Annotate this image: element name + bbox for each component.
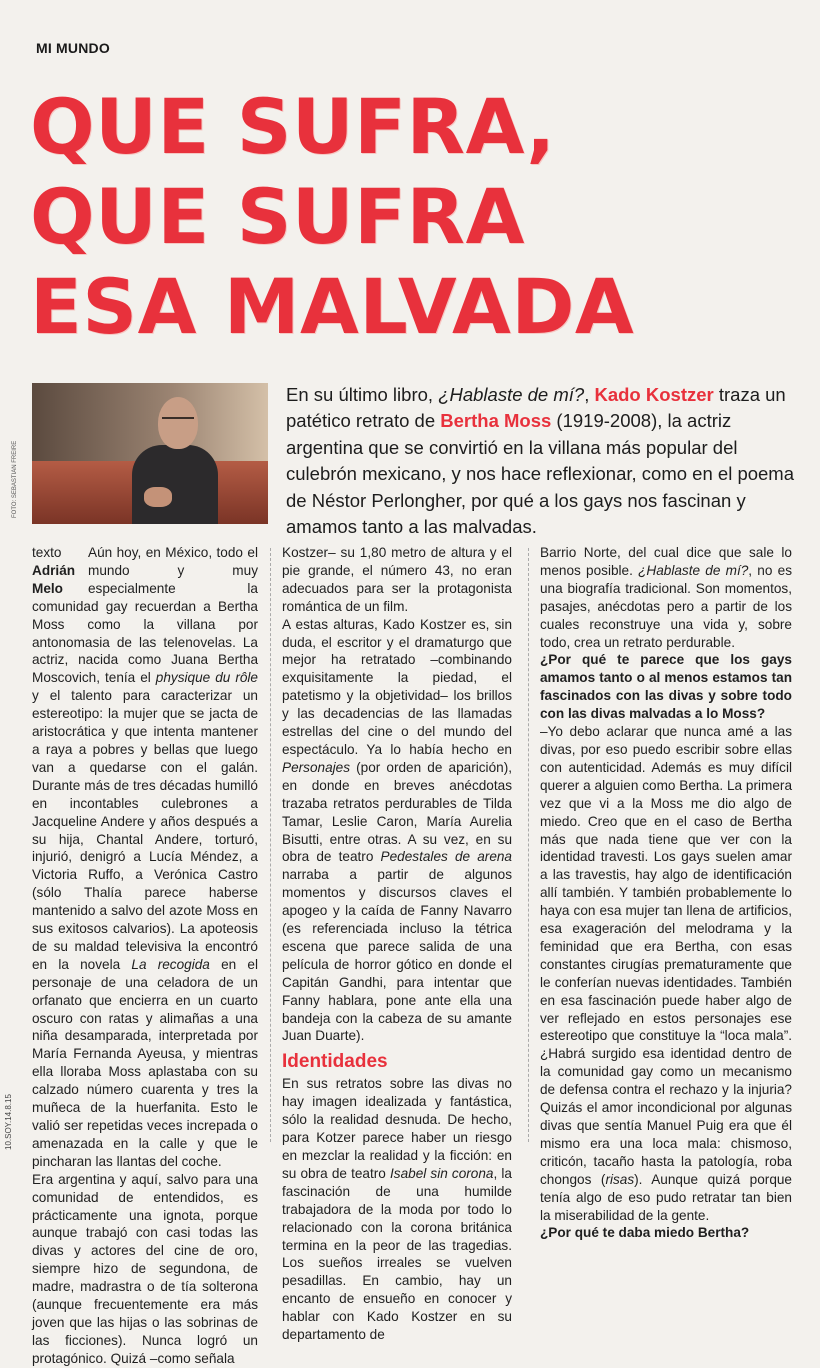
interview-answer-1 <box>540 723 792 1224</box>
column-1 <box>32 544 258 1368</box>
lead-text-1: En su último libro, <box>286 384 439 405</box>
byline-author: Adrián Melo <box>32 562 76 596</box>
col1-paragraph-1 <box>32 544 258 1171</box>
column-2 <box>282 544 512 1344</box>
headline-line-3: ESA MALVADA <box>30 262 635 351</box>
lead-subject-name: Bertha Moss <box>440 410 552 432</box>
col2-paragraph-1: Kostzer– su 1,80 metro de altura y el pie grande, el número 43, no eran adecuados para ser la protagonista romántica de un film. <box>282 545 512 614</box>
col3-paragraph-1 <box>540 544 792 651</box>
headline-line-1: QUE SUFRA, <box>30 82 556 171</box>
col1-text-b: y el talento para caracterizar un estereotipo: la mujer que se jacta de aristocrática y que intenta mantener a raya a pobres y bellas que luego van a quedarse con el galán. Durante más de tres décadas humilló en incontables culebrones a Jacqueline Andere y años después a su hija, Chantal Andere, torturó, injurió, denigró a Lucía Méndez, a Victoria Ruffo, a Verónica Castro (sólo Thalía parece haberse mantenido a salvo del azote Moss en sus exitosos calvarios). La apoteosis de su maldad televisiva la encontró en la novela <box>32 688 258 972</box>
col1-em-a: physique du rôle <box>155 670 258 686</box>
photo-person-glasses <box>162 417 194 427</box>
col2-em-b: Personajes <box>282 759 351 775</box>
lead-text-3: traza un patético retrato de <box>286 384 786 432</box>
interview-question-2: ¿Por qué te daba miedo Bertha? <box>540 1225 750 1241</box>
column-3 <box>540 544 792 1242</box>
col2-paragraph-2 <box>282 616 512 1046</box>
article-body <box>0 544 820 1366</box>
byline <box>32 544 82 598</box>
col2-text-e: En sus retratos sobre las divas no hay imagen idealizada y fantástica, sólo la realidad desnuda. De hecho, para Kotzer parece haber un riesgo en mezclar la realidad y la ficción: en su obra de teatro <box>282 1076 512 1181</box>
col2-text-f: , la fascinación de una humilde trabajadora de la moda por todo lo relacionado con la corona británica termina en la peor de las tragedias. Los sueños irreales se vuelven pesadillas. En cambio, hay un encanto de ensueño en conocer y hablar con Kado Kostzer en su departamento de <box>282 1165 512 1343</box>
lead-text-4: (1919-2008), la actriz argentina que se convirtió en la villana más popular del culebrón mexicano, y nos hace reflexionar, como en el poema de Néstor Perlongher, por qué a los gays nos fascinan y amamos tanto a las malvadas. <box>286 410 795 538</box>
col2-text-b: A estas alturas, Kado Kostzer es, sin duda, el escritor y el dramaturgo que mejor ha retratado –combinando exquisitamente la piedad, el patetismo y la objetividad– los brillos y las decadencias de las llamadas estrellas del cine o del mundo del espectáculo. Ya lo había hecho en <box>282 616 512 757</box>
col2-text-c: (por orden de aparición), en donde en breves anécdotas trazaba retratos perdurables de Tilda Tamar, Leslie Caron, María Aurelia Bisutti, entre otras. A su vez, en su obra de teatro <box>282 759 512 865</box>
lead-text-2: , <box>584 384 595 405</box>
col3-em-a: ¿Hablaste de mí? <box>638 562 749 578</box>
lead-book-title: ¿Hablaste de mí? <box>438 384 585 405</box>
page-folio: 10.SOY.14.8.15 <box>4 1094 13 1150</box>
headline <box>30 82 800 352</box>
col1-text-a: Aún hoy, en México, todo el mundo y muy especialmente la comunidad gay recuerdan a Bertha Moss como la villana por antonomasia de las telenovelas. La actriz, nacida como Juana Bertha Moscovich, tenía el <box>32 545 258 686</box>
lead-author-name: Kado Kostzer <box>594 384 714 405</box>
col3-text-b: , no es una biografía tradicional. Son momentos, pasajes, anécdotas pero a partir de los cuales reconstruye una vida y, sobre todo, crea un retrato perdurable. <box>540 562 792 650</box>
col3-text-d: ). Aunque quizá porque tenía algo de eso pudo retratar tan bien la miserabilidad de la gente. <box>540 1171 792 1223</box>
col2-em-c: Pedestales de arena <box>380 849 512 865</box>
col1-em-b: La recogida <box>131 956 210 972</box>
photo-person-hand <box>144 487 172 507</box>
lead-paragraph <box>286 382 798 540</box>
col2-paragraph-3 <box>282 1075 512 1344</box>
author-photo <box>32 383 268 524</box>
col2-em-e: Isabel sin corona <box>390 1165 494 1181</box>
col3-text-a: Barrio Norte, del cual dice que sale lo menos posible. <box>540 545 792 578</box>
col2-text-d: narraba a partir de algunos momentos y discursos claves el apogeo y la caída de Fanny Navarro (es referenciada incluso la tétrica escena que parece salida de una película de horror gótico en donde el Capitán Gandhi, para intentar que Fanny hablara, pone ante ella una bandeja con la cabeza de su amante Juan Duarte). <box>282 867 512 1044</box>
col1-text-c: en el personaje de una celadora de un orfanato que encierra en un cuarto oscuro con ratas y alimañas a una niña desamparada, interpretada por María Fernanda Ayeusa, y mientras ella lloraba Moss aplastaba con su calzado número cuarenta y tres la muñeca de la huerfanita. Esto le valió ser repetidas veces increpada o amenazada en la calle y que le pincharan las llantas del coche. <box>32 956 258 1169</box>
section-label: MI MUNDO <box>36 40 110 56</box>
subhead-identidades: Identidades <box>282 1051 388 1073</box>
col1-paragraph-2: Era argentina y aquí, salvo para una comunidad de entendidos, es prácticamente una ignota, porque aunque trabajó con casi todas las divas y actores del cine de oro, siempre hizo de segundona, de madre, madrastra o de tía solterona (aunque frecuentemente era más joven que las hijas o las sobrinas de las ficciones). Nunca logró un protagónico. Quizá –como señala <box>32 1171 258 1366</box>
byline-label: texto <box>32 545 62 560</box>
interview-question-1: ¿Por qué te parece que los gays amamos tanto o al menos estamos tan fascinados con las divas y sobre todo con las divas malvadas a lo Moss? <box>540 652 792 722</box>
photo-person-body <box>132 445 218 524</box>
col3-em-c: risas <box>605 1171 635 1187</box>
photo-credit: FOTO: SEBASTIÁN FREIRE <box>12 440 18 518</box>
col3-text-c: –Yo debo aclarar que nunca amé a las divas, por eso puedo escribir sobre ellas con autenticidad. Además es muy difícil querer a alguien como Bertha. La primera vez que vi a la Moss me dio algo de miedo. Creo que en el caso de Bertha más que nada tiene que ver con la identidad travesti. Los gays suelen amar a las travestis, hay algo de identificación allí también. Y también probablemente lo haya con esa mujer tan llena de artificios, esa exageración del melodrama y la feminidad que era Bertha, con esas constantes cirugías prematuramente que le conferían nuevas identidades. También en esa fascinación puede haber algo de ver reflejado en estos personajes ese estereotipo que constituye la “loca mala”. ¿Habrá surgido esa identidad dentro de la comunidad gay como un mecanismo de defensa contra el rechazo y la injuria? Quizás el amor incondicional por algunas divas que sentía Manuel Puig era que él mismo era una loca mala: chismoso, criticón, tacaño hasta la patología, roba chongos ( <box>540 724 792 1187</box>
headline-line-2: QUE SUFRA <box>30 172 525 261</box>
